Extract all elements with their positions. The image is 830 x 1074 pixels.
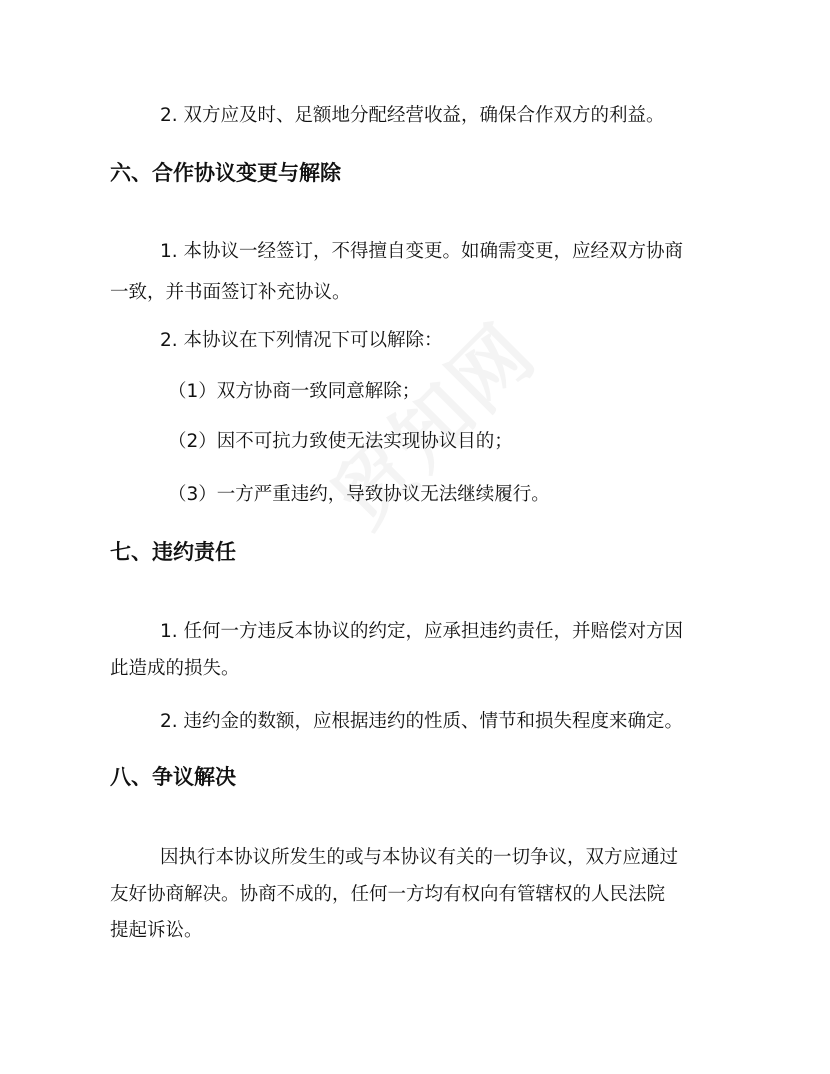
section6-sub3: （3）一方严重违约，导致协议无法继续履行。 <box>168 484 550 505</box>
section6-heading: 六、合作协议变更与解除 <box>110 161 341 185</box>
section6-sub1: （1）双方协商一致同意解除； <box>168 381 421 402</box>
section7-item1-line1: 1. 任何一方违反本协议的约定，应承担违约责任，并赔偿对方因 <box>160 621 684 642</box>
section8-para-line3: 提起诉讼。 <box>110 920 203 941</box>
section8-heading: 八、争议解决 <box>110 765 236 789</box>
section7-heading: 七、违约责任 <box>110 540 236 564</box>
section8-para-line2: 友好协商解决。协商不成的，任何一方均有权向有管辖权的人民法院 <box>110 884 666 905</box>
section7-item2: 2. 违约金的数额，应根据违约的性质、情节和损失程度来确定。 <box>160 711 684 732</box>
section6-item2: 2. 本协议在下列情况下可以解除： <box>160 330 443 351</box>
section7-item1-line2: 此造成的损失。 <box>110 658 240 679</box>
section6-item1-line1: 1. 本协议一经签订，不得擅自变更。如确需变更，应经双方协商 <box>160 241 684 262</box>
section5-item2: 2. 双方应及时、足额地分配经营收益，确保合作双方的利益。 <box>160 105 665 126</box>
section6-item1-line2: 一致，并书面签订补充协议。 <box>110 282 351 303</box>
section6-sub2: （2）因不可抗力致使无法实现协议目的； <box>168 431 513 452</box>
section8-para-line1: 因执行本协议所发生的或与本协议有关的一切争议，双方应通过 <box>160 847 679 868</box>
